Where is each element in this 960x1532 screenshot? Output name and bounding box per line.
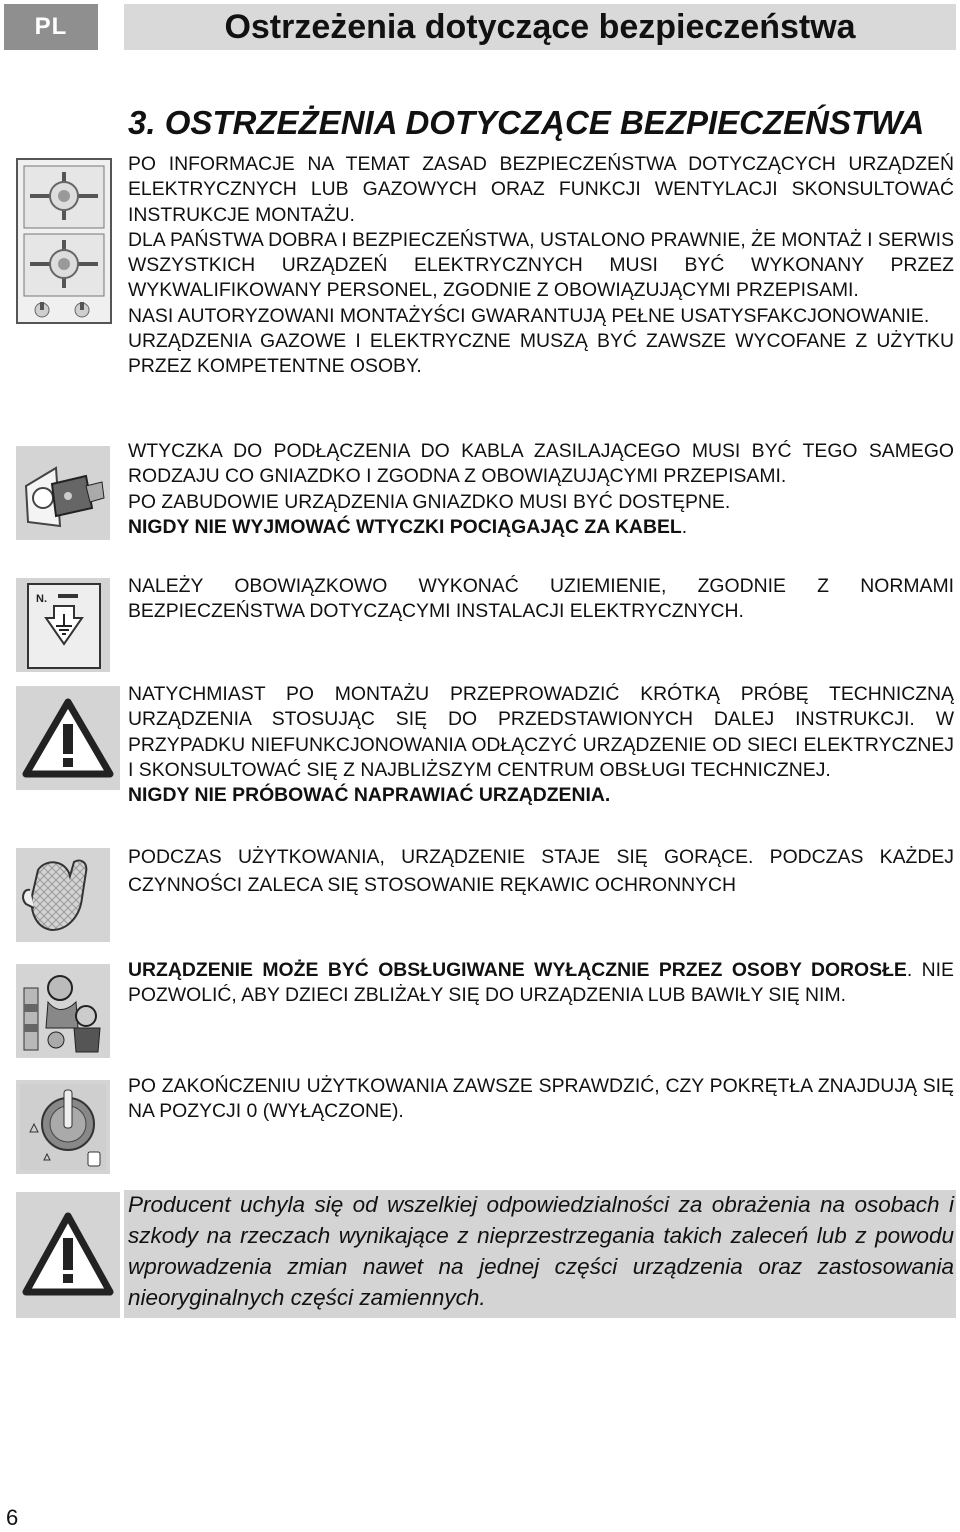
- bold-text: NIGDY NIE PRÓBOWAĆ NAPRAWIAĆ URZĄDZENIA.: [128, 784, 611, 807]
- text-block-installation: [128, 152, 954, 380]
- text-block-disclaimer: [128, 1189, 954, 1313]
- paragraph-bold: [128, 783, 954, 808]
- text-block-plug: [128, 439, 954, 540]
- text-block-knob: [128, 1074, 954, 1125]
- text-block-hot: [128, 843, 954, 899]
- bold-text: NIGDY NIE WYJMOWAĆ WTYCZKI POCIĄGAJĄC ZA KABEL: [128, 515, 682, 538]
- page-header: [124, 4, 956, 50]
- warning-triangle-icon: [16, 686, 120, 790]
- earth-ground-icon: [16, 578, 110, 672]
- paragraph: DLA PAŃSTWA DOBRA I BEZPIECZEŃSTWA, USTALONO PRAWNIE, ŻE MONTAŻ I SERWIS WSZYSTKICH URZĄDZEŃ ELEKTRYCZNYCH MUSI BYĆ WYKONANY PRZEZ WYKWALIFIKOWANY PERSONEL, ZGODNIE Z OBOWIĄZUJĄCYMI PRZEPISAMI.: [128, 228, 955, 302]
- plug-socket-icon: [16, 446, 110, 540]
- disclaimer-paragraph: Producent uchyla się od wszelkiej odpowiedzialności za obrażenia na osobach i szkody na rzeczach wynikające z nieprzestrzegania takich zaleceń lub z powodu wprowadzenia zmian nawet na jednej części urządzenia oraz zastosowania nieoryginalnych części zamiennych.: [128, 1192, 954, 1310]
- paragraph: [128, 958, 954, 1009]
- paragraph: NATYCHMIAST PO MONTAŻU PRZEPROWADZIĆ KRÓTKĄ PRÓBĘ TECHNICZNĄ URZĄDZENIA STOSUJĄC SIĘ DO PRZEDSTAWIONYCH DALEJ INSTRUKCJI. W PRZYPADKU NIEFUNKCJONOWANIA ODŁĄCZYĆ URZĄDZENIE OD SIECI ELEKTRYCZNEJ I SKONSULTOWAĆ SIĘ Z NAJBLIŻSZYM CENTRUM OBSŁUGI TECHNICZNEJ.: [128, 683, 954, 781]
- ground-label: N.: [36, 593, 47, 605]
- text-block-test: [128, 682, 954, 808]
- paragraph: PO ZABUDOWIE URZĄDZENIA GNIAZDKO MUSI BYĆ DOSTĘPNE.: [128, 490, 731, 513]
- paragraph: NASI AUTORYZOWANI MONTAŻYŚCI GWARANTUJĄ PEŁNE USATYSFAKCJONOWANIE.: [128, 304, 930, 327]
- text-block-children: [128, 958, 954, 1009]
- page-number: 6: [6, 1505, 19, 1530]
- paragraph: WTYCZKA DO PODŁĄCZENIA DO KABLA ZASILAJĄCEGO MUSI BYĆ TEGO SAMEGO RODZAJU CO GNIAZDKO I ZGODNA Z OBOWIĄZUJĄCYMI PRZEPISAMI.: [128, 440, 954, 488]
- paragraph: URZĄDZENIA GAZOWE I ELEKTRYCZNE MUSZĄ BYĆ ZAWSZE WYCOFANE Z UŻYTKU PRZEZ KOMPETENTNE OSOBY.: [128, 330, 954, 378]
- paragraph: PODCZAS UŻYTKOWANIA, URZĄDZENIE STAJE SIĘ GORĄCE. PODCZAS KAŻDEJ CZYNNOŚCI ZALECA SIĘ STOSOWANIE RĘKAWIC OCHRONNYCH: [128, 846, 954, 896]
- oven-glove-icon: [16, 848, 110, 942]
- text: . NIE POZWOLIĆ, ABY DZIECI ZBLIŻAŁY SIĘ DO URZĄDZENIA LUB BAWIŁY SIĘ NIM.: [128, 959, 954, 1007]
- text-block-ground: [128, 574, 954, 625]
- text: .: [681, 515, 688, 538]
- gas-cooktop-icon: [16, 158, 112, 324]
- section-title: 3. OSTRZEŻENIA DOTYCZĄCE BEZPIECZEŃSTWA: [128, 104, 925, 141]
- children-icon: [16, 964, 110, 1058]
- paragraph: NALEŻY OBOWIĄZKOWO WYKONAĆ UZIEMIENIE, ZGODNIE Z NORMAMI BEZPIECZEŃSTWA DOTYCZĄCYMI INSTALACJI ELEKTRYCZNYCH.: [128, 575, 954, 623]
- paragraph: PO ZAKOŃCZENIU UŻYTKOWANIA ZAWSZE SPRAWDZIĆ, CZY POKRĘTŁA ZNAJDUJĄ SIĘ NA POZYCJI 0 (WYŁĄCZONE).: [128, 1075, 954, 1123]
- language-badge: PL: [4, 4, 98, 50]
- paragraph-bold: [128, 515, 954, 540]
- control-knob-icon: [16, 1080, 110, 1174]
- warning-triangle-icon: [16, 1192, 120, 1318]
- paragraph: PO INFORMACJE NA TEMAT ZASAD BEZPIECZEŃSTWA DOTYCZĄCYCH URZĄDZEŃ ELEKTRYCZNYCH LUB GAZOWYCH ORAZ FUNKCJI WENTYLACJI SKONSULTOWAĆ INSTRUKCJE MONTAŻU.: [128, 153, 954, 226]
- header-title: Ostrzeżenia dotyczące bezpieczeństwa: [224, 7, 856, 46]
- bold-text: URZĄDZENIE MOŻE BYĆ OBSŁUGIWANE WYŁĄCZNIE PRZEZ OSOBY DOROSŁE: [128, 959, 907, 981]
